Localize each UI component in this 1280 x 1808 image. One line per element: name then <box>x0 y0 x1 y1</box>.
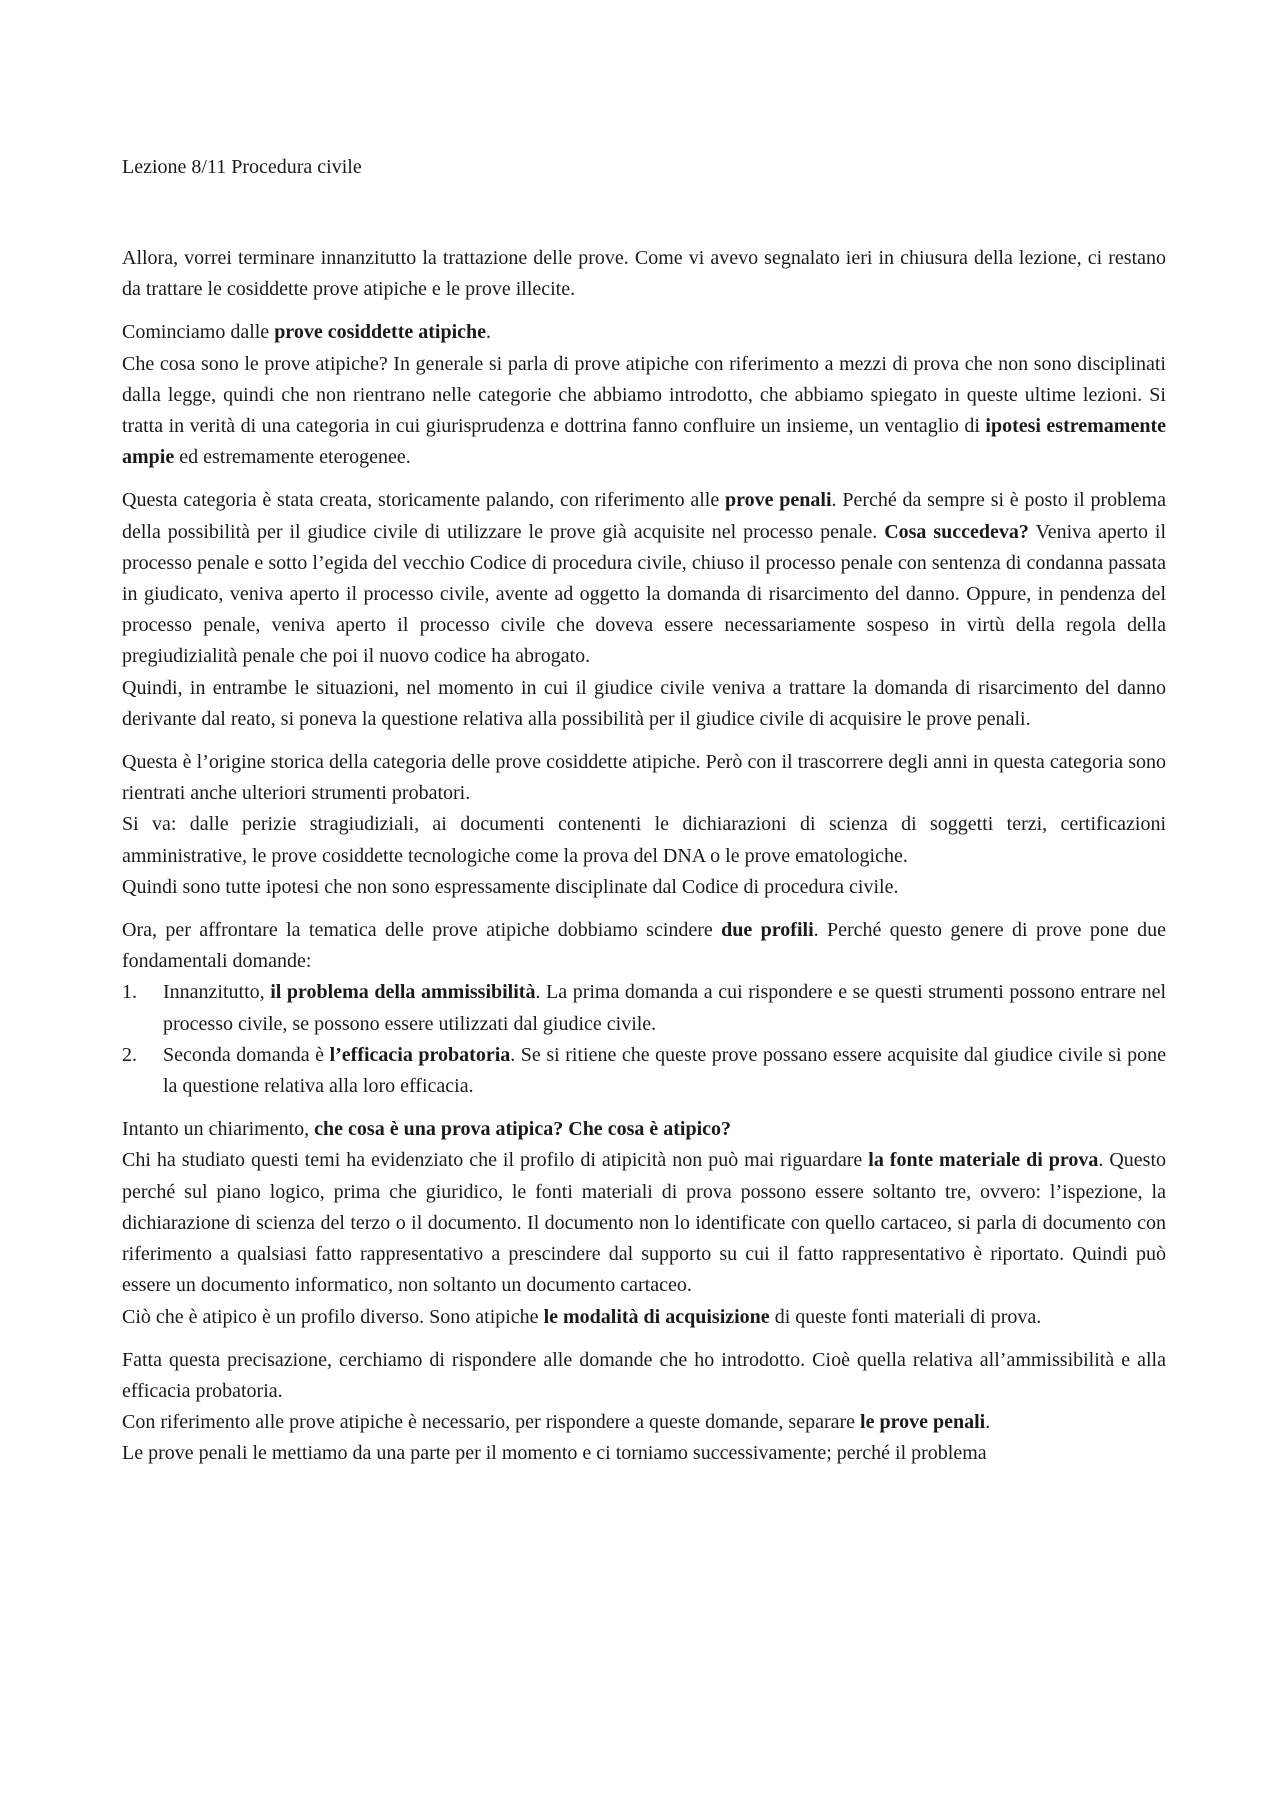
paragraph-not-regulated: Quindi sono tutte ipotesi che non sono espressamente disciplinate dal Codice di procedura civile. <box>122 875 899 898</box>
bold-phrase: prove penali <box>725 489 832 512</box>
page-title: Lezione 8/11 Procedura civile <box>122 156 362 178</box>
bold-phrase: ipotesi estremamente ampie <box>122 415 1166 469</box>
paragraph-origin: Questa è l’origine storica della categoria delle prove cosiddette atipiche. Però con il trascorrere degli anni in questa categoria sono rientrati anche ulteriori strumenti probatori. <box>122 751 1166 805</box>
bold-phrase: che cosa è una prova atipica? Che cosa è atipico? <box>314 1118 731 1141</box>
list-item: 1. Innanzitutto, il problema della ammissibilità. La prima domanda a cui rispondere e se questi strumenti possono entrare nel processo civile, se possono essere utilizzati dal giudice civile. <box>122 981 1166 1035</box>
paragraph-history: Questa categoria è stata creata, storicamente palando, con riferimento alle prove penali. Perché da sempre si è posto il problema della possibilità per il giudice civile di utilizzare le prove già acquisite nel processo penale. Cosa succedeva? Veniva aperto il processo penale e sotto l’egida del vecchio Codice di procedura civile, chiuso il processo penale con sentenza di condanna passata in giudicato, veniva aperto il processo civile, avente ad oggetto la domanda di risarcimento del danno. Oppure, in pendenza del processo penale, veniva aperto il processo civile che doveva essere necessariamente sospeso in virtù della regola della pregiudizialità penale che poi il nuovo codice ha abrogato. <box>122 489 1167 668</box>
list-item: 2. Seconda domanda è l’efficacia probatoria. Se si ritiene che queste prove possano essere acquisite dal giudice civile si pone la questione relativa alla loro efficacia. <box>122 1043 1166 1098</box>
bold-phrase: due profili <box>721 919 814 942</box>
paragraph-both-situations: Quindi, in entrambe le situazioni, nel momento in cui il giudice civile veniva a trattare la domanda di risarcimento del danno derivante dal reato, si poneva la questione relativa alla possibilità per il giudice civile di acquisire le prove penali. <box>122 676 1166 730</box>
bold-phrase: l’efficacia probatoria <box>329 1043 511 1066</box>
paragraph-definition: Che cosa sono le prove atipiche? In generale si parla di prove atipiche con riferimento a mezzi di prova che non sono disciplinati dalla legge, quindi che non rientrano nelle categorie che abbiamo introdotto, che abbiamo spiegato in queste ultime lezioni. Si tratta in verità di una categoria in cui giurisprudenza e dottrina fanno confluire un insieme, un ventaglio di ipotesi estremamente ampie ed estremamente eterogenee. <box>122 352 1166 469</box>
bold-phrase: le prove penali <box>860 1411 986 1434</box>
paragraph-material-source: Chi ha studiato questi temi ha evidenziato che il profilo di atipicità non può mai riguardare la fonte materiale di prova. Questo perché sul piano logico, prima che giuridico, le fonti materiali di prova possono essere soltanto tre, ovvero: l’ispezione, la dichiarazione di scienza del terzo o il documento. Il documento non lo identificate con quello cartaceo, si parla di documento con riferimento a qualsiasi fatto rappresentativo a prescindere dal supporto su cui il fatto rappresentativo è riportato. Quindi può essere un documento informatico, non soltanto un documento cartaceo. <box>122 1149 1166 1297</box>
bold-phrase: prove cosiddette atipiche <box>274 321 487 344</box>
paragraph-precisation: Fatta questa precisazione, cerchiamo di rispondere alle domande che ho introdotto. Cioè quella relativa all’ammissibilità e alla efficacia probatoria. <box>122 1348 1166 1402</box>
bold-phrase: le modalità di acquisizione <box>543 1305 770 1328</box>
paragraph-penal-aside: Le prove penali le mettiamo da una parte per il momento e ci torniamo successivamente; perché il problema <box>122 1442 987 1465</box>
bold-phrase: il problema della ammissibilità <box>270 981 536 1004</box>
paragraph-separate-penal: Con riferimento alle prove atipiche è necessario, per rispondere a queste domande, separare le prove penali. <box>122 1411 991 1434</box>
bold-phrase: Cosa succedeva? <box>884 520 1029 543</box>
paragraph-clarification: Intanto un chiarimento, che cosa è una prova atipica? Che cosa è atipico? <box>122 1118 731 1141</box>
bold-phrase: la fonte materiale di prova <box>868 1149 1099 1172</box>
paragraph-acquisition: Ciò che è atipico è un profilo diverso. Sono atipiche le modalità di acquisizione di queste fonti materiali di prova. <box>122 1305 1042 1328</box>
numbered-list <box>122 977 1166 1102</box>
paragraph-two-profiles: Ora, per affrontare la tematica delle prove atipiche dobbiamo scindere due profili. Perché questo genere di prove pone due fondamentali domande: <box>122 919 1166 973</box>
paragraph-intro: Allora, vorrei terminare innanzitutto la trattazione delle prove. Come vi avevo segnalato ieri in chiusura della lezione, ci restano da trattare le cosiddette prove atipiche e le prove illecite. <box>122 247 1166 301</box>
paragraph-examples: Si va: dalle perizie stragiudiziali, ai documenti contenenti le dichiarazioni di scienza di soggetti terzi, certificazioni amministrative, le prove cosiddette tecnologiche come la prova del DNA o le prove ematologiche. <box>122 813 1166 867</box>
paragraph-start-atypical: Cominciamo dalle prove cosiddette atipiche. <box>122 321 492 344</box>
